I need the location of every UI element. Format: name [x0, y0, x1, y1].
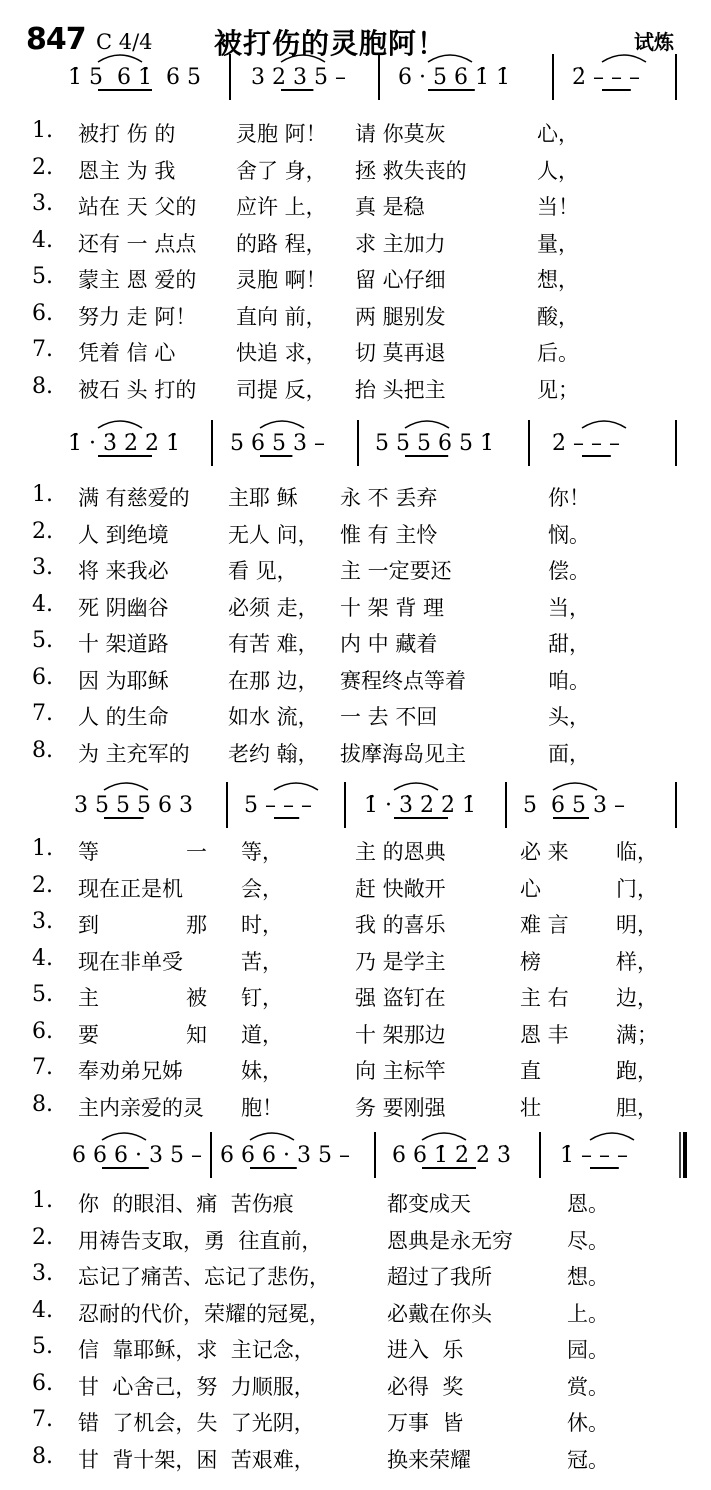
lyric-segment: 灵胞 啊！ [236, 268, 327, 292]
lyric-segment: 用祷告支取，勇 往直前， [78, 1228, 323, 1253]
lyric-segment: 妹， [241, 1059, 283, 1083]
measure-notes: 6 6 1̇ 2̇ 2̇ 3̇ [392, 1143, 511, 1168]
verse-number: 8. [32, 737, 53, 763]
verse-number: 2. [32, 154, 53, 180]
verse-number: 2. [32, 1224, 53, 1250]
lyric-segment: 你！ [548, 486, 590, 510]
lyric-segment: 上。 [567, 1301, 609, 1326]
slur-arc [590, 1133, 634, 1140]
lyric-line [0, 1407, 711, 1441]
lyric-line [0, 1092, 711, 1126]
lyric-segment: 十 架那边 [355, 1022, 446, 1047]
verse-number: 5. [32, 628, 53, 653]
measure-notes: 3 5 5 5 6 3 [74, 793, 193, 818]
lyric-segment: 甜， [548, 632, 590, 656]
lyric-segment: 酸， [537, 304, 579, 329]
lyric-segment: 老约 翰， [228, 741, 319, 766]
lyric-line [0, 1334, 711, 1368]
measure-notes: 5 6 5 3 – [523, 793, 625, 818]
lyric-line [0, 1019, 711, 1053]
verse-number: 3. [32, 191, 53, 216]
measure-notes: 5 – – – [244, 793, 312, 818]
lyric-segment: 必戴在你头 [387, 1301, 492, 1326]
verse-number: 4. [32, 591, 53, 617]
verse-number: 6. [32, 664, 53, 690]
lyric-segment: 舍了 身， [236, 158, 327, 183]
lyric-segment: 钉， [241, 986, 283, 1010]
lyric-segment: 偿。 [548, 559, 590, 583]
slur-arc [422, 1133, 466, 1140]
lyric-segment: 十 架道路 [78, 632, 169, 656]
measure-notes: 6 6 6 · 3 5 – [72, 1143, 202, 1168]
lyric-segment: 跑， [616, 1059, 658, 1083]
hymn-title: 被打伤的灵胞阿！ [214, 27, 447, 60]
lyric-segment: 主内亲爱的灵 [78, 1095, 204, 1120]
verse-number: 7. [32, 337, 53, 362]
lyric-line [0, 1371, 711, 1405]
lyric-segment: 冠。 [567, 1447, 609, 1472]
lyric-segment: 努力 走 阿！ [78, 304, 197, 329]
lyric-segment: 主 的恩典 [355, 840, 446, 864]
slur-arc [104, 783, 148, 790]
lyric-segment: 忘记了痛苦、忘记了悲伤， [78, 1265, 330, 1289]
measure-notes: 2̇ – – – [552, 431, 620, 456]
hymn-category: 试炼 [634, 30, 674, 54]
measure-notes: 3 2 3 5 – [251, 65, 346, 90]
lyric-segment: 满 有慈爱的 [78, 486, 190, 510]
lyric-segment: 恩主 为 我 [78, 158, 176, 183]
lyric-segment: 主 右 [520, 986, 569, 1010]
verse-number: 8. [32, 1443, 53, 1469]
lyric-segment: 想。 [567, 1265, 609, 1289]
lyric-segment: 一 [186, 840, 207, 864]
lyric-segment: 边， [616, 986, 658, 1010]
lyric-segment: 都变成天 [387, 1192, 471, 1216]
lyric-segment: 想， [537, 268, 579, 292]
lyric-segment: 请 你莫灰 [355, 122, 446, 146]
lyric-segment: 抬 头把主 [355, 377, 446, 402]
slur-arc [250, 1133, 294, 1140]
verse-number: 4. [32, 227, 53, 253]
lyric-segment: 蒙主 恩 爱的 [78, 268, 197, 292]
lyric-segment: 拔摩海岛见主 [340, 741, 466, 766]
lyric-segment: 榜 [520, 949, 541, 974]
lyric-line [0, 1188, 711, 1222]
lyric-segment: 苦， [241, 949, 283, 974]
lyric-segment: 一 去 不回 [340, 705, 438, 729]
verse-number: 7. [32, 1055, 53, 1080]
lyric-segment: 将 来我必 [78, 559, 169, 583]
lyric-segment: 看 见， [228, 559, 298, 583]
lyric-line [0, 1225, 711, 1259]
verse-number: 4. [32, 945, 53, 971]
lyric-segment: 灵胞 阿！ [236, 122, 327, 146]
lyric-segment: 无人 问， [228, 522, 319, 547]
lyric-segment: 主耶 稣 [228, 486, 298, 510]
lyric-segment: 满； [616, 1022, 658, 1047]
lyric-segment: 进入 乐 [387, 1338, 464, 1362]
lyric-line [0, 1298, 711, 1332]
lyric-line [0, 1055, 711, 1089]
lyric-line [0, 1444, 711, 1478]
lyric-line [0, 946, 711, 980]
slur-arc [405, 421, 449, 428]
lyric-segment: 应许 上， [236, 195, 327, 219]
lyric-segment: 现在正是机 [78, 876, 183, 901]
lyric-segment: 到 [78, 913, 99, 937]
lyric-segment: 信 靠耶稣，求 主记念， [78, 1338, 315, 1362]
lyric-segment: 还有 一 点点 [78, 231, 197, 256]
measure-notes: 5 6 5 3 – [230, 431, 325, 456]
lyric-segment: 在那 边， [228, 668, 319, 693]
lyric-segment: 因 为耶稣 [78, 668, 169, 693]
lyric-segment: 咱。 [548, 668, 590, 693]
lyric-segment: 当， [548, 595, 590, 620]
lyric-line [0, 155, 711, 189]
key-signature: C 4/4 [96, 30, 153, 54]
lyric-segment: 现在非单受 [78, 949, 183, 974]
lyric-segment: 胆， [616, 1095, 658, 1120]
lyric-segment: 知 [186, 1022, 207, 1047]
lyric-segment: 死 阴幽谷 [78, 595, 169, 620]
lyric-line [0, 301, 711, 335]
measure-notes: 5 5 5 6 5 1̇ [375, 431, 494, 456]
verse-number: 8. [32, 1091, 53, 1117]
verse-number: 5. [32, 982, 53, 1007]
lyric-segment: 切 莫再退 [355, 341, 446, 365]
lyric-segment: 门， [616, 876, 658, 901]
lyric-segment: 向 主标竿 [355, 1059, 446, 1083]
measure-notes: 1̇ · 3̇ 2̇ 2̇ 1̇ [364, 793, 476, 818]
lyric-line [0, 228, 711, 262]
lyric-segment: 恩 丰 [520, 1022, 569, 1047]
lyric-line [0, 665, 711, 699]
lyric-segment: 难 言 [520, 913, 569, 937]
verse-number: 5. [32, 1334, 53, 1359]
lyric-line [0, 873, 711, 907]
measure-notes: 1̇ – – – [560, 1143, 628, 1168]
lyric-segment: 那 [186, 913, 207, 937]
slur-arc [394, 783, 438, 790]
verse-number: 3. [32, 1261, 53, 1286]
lyric-segment: 站在 天 父的 [78, 195, 197, 219]
lyric-segment: 乃 是学主 [355, 949, 446, 974]
lyric-segment: 人 的生命 [78, 705, 169, 729]
lyric-segment: 等 [78, 840, 99, 864]
verse-number: 1. [32, 836, 53, 861]
verse-number: 1. [32, 118, 53, 143]
lyric-segment: 恩典是永无穷 [387, 1228, 513, 1253]
lyric-segment: 必 来 [520, 840, 569, 864]
lyric-line [0, 191, 711, 225]
score-header [0, 0, 711, 60]
lyric-segment: 尽。 [567, 1228, 609, 1253]
lyric-segment: 被石 头 打的 [78, 377, 197, 402]
lyric-segment: 人， [537, 158, 579, 183]
lyric-segment: 被打 伤 的 [78, 122, 176, 146]
lyric-segment: 甘 心舍己，努 力顺服， [78, 1374, 315, 1399]
lyric-line [0, 982, 711, 1016]
measure-notes: 6 6 6 · 3 5 – [220, 1143, 350, 1168]
lyric-line [0, 374, 711, 408]
lyric-segment: 会， [241, 876, 283, 901]
lyric-line [0, 592, 711, 626]
lyric-segment: 快追 求， [236, 341, 327, 365]
lyric-line [0, 628, 711, 662]
verse-number: 8. [32, 373, 53, 399]
verse-number: 2. [32, 518, 53, 544]
lyric-line [0, 701, 711, 735]
lyric-segment: 有苦 难， [228, 632, 319, 656]
lyric-segment: 必得 奖 [387, 1374, 464, 1399]
lyric-segment: 万事 皆 [387, 1411, 464, 1435]
verse-number: 1. [32, 482, 53, 507]
lyric-segment: 人 到绝境 [78, 522, 169, 547]
measure-notes: 6 · 5 6 1̇ 1̇ [398, 65, 510, 90]
slur-arc [582, 421, 626, 428]
lyric-segment: 惟 有 主怜 [340, 522, 438, 547]
lyric-segment: 休。 [567, 1411, 609, 1435]
lyric-segment: 量， [537, 231, 579, 256]
slur-arc [553, 783, 597, 790]
verse-number: 6. [32, 300, 53, 326]
lyric-segment: 赶 快敞开 [355, 876, 446, 901]
measure-notes: 1̇ 5 6 1̇ 6 5 [68, 65, 201, 90]
measure-notes: 2̇ – – – [572, 65, 640, 90]
lyric-segment: 两 腿别发 [355, 304, 446, 329]
lyric-segment: 要 [78, 1022, 99, 1047]
verse-number: 7. [32, 1407, 53, 1432]
verse-number: 3. [32, 909, 53, 934]
lyric-segment: 的路 程， [236, 231, 327, 256]
lyric-segment: 被 [186, 986, 207, 1010]
measure-notes: 1̇ · 3̇ 2̇ 2̇ 1̇ [68, 431, 180, 456]
lyric-segment: 赛程终点等着 [340, 668, 466, 693]
lyric-segment: 悯。 [548, 522, 590, 547]
lyric-segment: 心 [520, 876, 541, 901]
lyric-segment: 我 的喜乐 [355, 913, 446, 937]
lyric-segment: 时， [241, 913, 283, 937]
lyric-segment: 主 [78, 986, 99, 1010]
lyric-segment: 为 主充军的 [78, 741, 190, 766]
lyric-segment: 样， [616, 949, 658, 974]
verse-number: 7. [32, 701, 53, 726]
lyric-segment: 园。 [567, 1338, 609, 1362]
lyric-segment: 留 心仔细 [355, 268, 446, 292]
verse-number: 2. [32, 872, 53, 898]
slur-arc [102, 1133, 146, 1140]
lyric-segment: 明， [616, 913, 658, 937]
lyric-segment: 奉劝弟兄姊 [78, 1059, 183, 1083]
lyric-line [0, 909, 711, 943]
lyric-line [0, 118, 711, 152]
lyric-line [0, 519, 711, 553]
lyric-line [0, 836, 711, 870]
verse-number: 5. [32, 264, 53, 289]
lyric-segment: 心， [537, 122, 579, 146]
lyric-segment: 永 不 丢弃 [340, 486, 438, 510]
lyric-segment: 见； [537, 377, 579, 402]
lyric-segment: 必须 走， [228, 595, 319, 620]
lyric-segment: 临， [616, 840, 658, 864]
lyric-line [0, 337, 711, 371]
lyric-segment: 壮 [520, 1095, 541, 1120]
lyric-line [0, 264, 711, 298]
lyric-segment: 换来荣耀 [387, 1447, 471, 1472]
lyric-segment: 求 主加力 [355, 231, 446, 256]
lyric-segment: 错 了机会，失 了光阴， [78, 1411, 315, 1435]
lyric-segment: 直 [520, 1059, 541, 1083]
lyric-segment: 面， [548, 741, 590, 766]
lyric-segment: 真 是稳 [355, 195, 425, 219]
lyric-segment: 拯 救失丧的 [355, 158, 467, 183]
lyric-segment: 超过了我所 [387, 1265, 492, 1289]
lyric-segment: 赏。 [567, 1374, 609, 1399]
lyric-line [0, 555, 711, 589]
lyric-segment: 恩。 [567, 1192, 609, 1216]
lyric-segment: 后。 [537, 341, 579, 365]
lyric-segment: 道， [241, 1022, 283, 1047]
lyric-segment: 务 要刚强 [355, 1095, 446, 1120]
verse-number: 3. [32, 555, 53, 580]
verse-number: 1. [32, 1188, 53, 1213]
verse-number: 6. [32, 1370, 53, 1396]
lyric-segment: 头， [548, 705, 590, 729]
lyric-segment: 十 架 背 理 [340, 595, 445, 620]
lyric-segment: 司提 反， [236, 377, 327, 402]
lyric-segment: 你 的眼泪、痛 苦伤痕 [78, 1192, 294, 1216]
lyric-segment: 等， [241, 840, 283, 864]
lyric-segment: 当！ [537, 195, 579, 219]
slur-arc [260, 421, 304, 428]
lyric-line [0, 738, 711, 772]
slur-arc [274, 783, 318, 790]
lyric-segment: 强 盗钉在 [355, 986, 446, 1010]
slur-arc [98, 421, 142, 428]
hymn-number: 847 [26, 22, 86, 57]
lyric-line [0, 482, 711, 516]
verse-number: 4. [32, 1297, 53, 1323]
lyric-line [0, 1261, 711, 1295]
lyric-segment: 凭着 信 心 [78, 341, 176, 365]
lyric-segment: 如水 流， [228, 705, 319, 729]
lyric-segment: 主 一定要还 [340, 559, 452, 583]
lyric-segment: 直向 前， [236, 304, 327, 329]
lyric-segment: 胞！ [241, 1095, 283, 1120]
verse-number: 6. [32, 1018, 53, 1044]
lyric-segment: 内 中 藏着 [340, 632, 438, 656]
lyric-segment: 甘 背十架，困 苦艰难， [78, 1447, 315, 1472]
lyric-segment: 忍耐的代价，荣耀的冠冕， [78, 1301, 330, 1326]
